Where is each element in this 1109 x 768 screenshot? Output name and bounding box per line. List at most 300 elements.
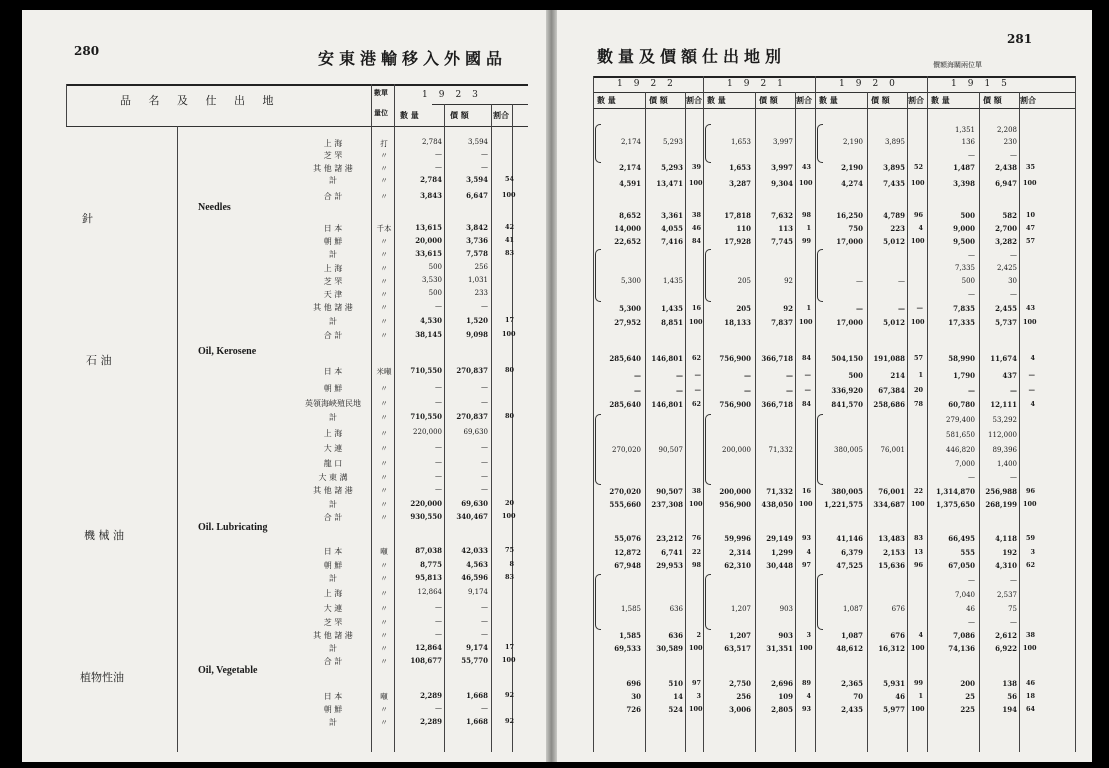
qty-cell: — — [744, 371, 751, 380]
value-cell: 8,851 — [661, 318, 683, 327]
pct-cell: 46 — [1025, 679, 1035, 687]
value-cell: — — [786, 371, 793, 380]
pct-cell: 93 — [801, 534, 811, 542]
qty-cell: 2,190 — [841, 163, 863, 172]
qty-cell: 500 — [848, 371, 863, 380]
qty-cell: — — [968, 386, 975, 395]
book-gutter — [546, 10, 557, 762]
category-kerosene-jp: 石 油 — [86, 354, 112, 367]
unit-cell: 打 — [380, 139, 388, 148]
source-cell: 天 津 — [323, 290, 343, 299]
qty-cell: — — [435, 383, 442, 391]
source-cell: 其 他 諸 港 — [313, 303, 353, 312]
category-vegetable-jp: 植物性油 — [80, 671, 124, 684]
qty-unit-header: 數單 — [374, 88, 388, 97]
value-cell: 7,745 — [771, 237, 793, 246]
pct-cell: 8 — [509, 560, 514, 568]
qty-cell: 726 — [626, 705, 641, 714]
qty-cell: 750 — [848, 224, 863, 233]
qty-cell: — — [435, 603, 442, 611]
qty-cell: — — [435, 472, 442, 480]
value-cell: 69,630 — [461, 499, 488, 508]
pct-cell: 4 — [1030, 354, 1035, 362]
qty-cell: 1,314,870 — [936, 487, 975, 496]
source-cell: 上 海 — [323, 429, 343, 438]
category-lubricating-jp: 機 械 油 — [84, 529, 124, 542]
unit-header: 量位 — [374, 108, 388, 117]
year-header-1921: 1921 — [727, 79, 794, 89]
value-cell: 5,931 — [883, 679, 905, 688]
value-cell: 2,425 — [996, 264, 1017, 272]
qty-cell: — — [435, 163, 442, 171]
qty-cell: 4,274 — [841, 179, 863, 188]
pct-cell: — — [804, 386, 811, 394]
pct-cell: 100 — [689, 179, 703, 187]
value-cell: 5,293 — [662, 138, 683, 146]
value-cell: — — [1010, 290, 1017, 298]
pct-cell: 38 — [691, 487, 701, 495]
qty-cell: 7,835 — [953, 304, 975, 313]
qty-cell: 270,020 — [609, 487, 641, 496]
value-cell: 30,589 — [656, 644, 683, 653]
value-cell: — — [481, 485, 488, 493]
value-cell: — — [481, 383, 488, 391]
qty-cell: — — [968, 473, 975, 481]
value-cell: 13,471 — [656, 179, 683, 188]
value-cell: 214 — [890, 371, 905, 380]
qty-cell: 504,150 — [831, 354, 863, 363]
grouping-brace — [817, 249, 823, 302]
grouping-brace — [595, 414, 601, 485]
pct-cell: 83 — [504, 249, 514, 257]
page-title-right: 數量及價額仕出地別 — [597, 47, 787, 66]
source-cell: 日 本 — [323, 692, 343, 701]
pct-cell: 57 — [1025, 237, 1035, 245]
value-cell: 1,520 — [466, 316, 488, 325]
value-cell: 113 — [778, 224, 793, 233]
value-cell: 2,805 — [771, 705, 793, 714]
pct-cell: 80 — [504, 366, 514, 374]
value-cell: 366,718 — [761, 354, 793, 363]
pct-cell: 100 — [799, 500, 813, 508]
qty-cell: — — [435, 704, 442, 712]
unit-cell: 〃 — [380, 718, 388, 727]
qty-cell: 2,190 — [842, 138, 863, 146]
grouping-brace — [595, 574, 601, 630]
unit-cell: 千本 — [376, 224, 392, 233]
source-cell: 朝 鮮 — [323, 237, 343, 246]
value-cell: 3,282 — [995, 237, 1017, 246]
value-cell: 1,668 — [466, 717, 488, 726]
value-cell: 71,332 — [768, 446, 793, 454]
table-top-rule-right — [593, 76, 1075, 78]
value-cell: 1,400 — [996, 460, 1017, 468]
qty-cell: 956,900 — [719, 500, 751, 509]
subheader-pct: 割合 — [686, 95, 702, 105]
qty-cell: 136 — [961, 138, 975, 146]
unit-cell: 〃 — [380, 644, 388, 653]
qty-cell: 279,400 — [946, 416, 975, 424]
pct-cell: 83 — [504, 573, 514, 581]
pct-cell: 75 — [504, 546, 514, 554]
pct-cell: 100 — [799, 644, 813, 652]
value-cell: 3,997 — [772, 138, 793, 146]
category-lubricating-en: Oil. Lubricating — [198, 522, 268, 533]
pct-cell: 43 — [801, 163, 811, 171]
pct-cell: 93 — [801, 705, 811, 713]
pct-cell: 16 — [801, 487, 811, 495]
source-cell: 朝 鮮 — [323, 561, 343, 570]
pct-cell: 100 — [1023, 500, 1037, 508]
source-cell: 合 計 — [323, 331, 343, 340]
qty-cell: 1,221,575 — [824, 500, 863, 509]
source-cell: 合 計 — [323, 513, 343, 522]
value-cell: 1,299 — [771, 548, 793, 557]
qty-cell: 2,174 — [620, 138, 641, 146]
value-cell: — — [481, 398, 488, 406]
qty-cell: 1,585 — [619, 631, 641, 640]
pct-cell: 57 — [913, 354, 923, 362]
value-cell: 4,310 — [995, 561, 1017, 570]
value-cell: 1,435 — [661, 304, 683, 313]
value-cell: 268,199 — [985, 500, 1017, 509]
value-cell: 2,455 — [995, 304, 1017, 313]
pct-cell: 13 — [913, 548, 923, 556]
qty-cell: 12,872 — [614, 548, 641, 557]
pct-cell: 89 — [801, 679, 811, 687]
pct-cell: 3 — [696, 692, 701, 700]
source-cell: 龍 口 — [323, 459, 343, 468]
qty-cell: 66,495 — [948, 534, 975, 543]
value-cell: 23,212 — [656, 534, 683, 543]
qty-cell: 70 — [853, 692, 863, 701]
unit-cell: 〃 — [380, 290, 388, 299]
qty-cell: 3,843 — [420, 191, 442, 200]
qty-cell: 1,375,650 — [936, 500, 975, 509]
value-cell: 582 — [1002, 211, 1017, 220]
value-cell: 89,396 — [992, 446, 1017, 454]
subheader-pct: 割合 — [908, 95, 924, 105]
source-cell: 合 計 — [323, 657, 343, 666]
value-cell: 46 — [895, 692, 905, 701]
unit-cell: 〃 — [380, 459, 388, 468]
value-cell: 15,636 — [878, 561, 905, 570]
pct-cell: 16 — [691, 304, 701, 312]
qty-cell: 63,517 — [724, 644, 751, 653]
value-cell: 67,384 — [878, 386, 905, 395]
value-cell: 109 — [778, 692, 793, 701]
qty-cell: 74,136 — [948, 644, 975, 653]
value-cell: — — [898, 277, 905, 285]
value-cell: 29,953 — [656, 561, 683, 570]
value-cell: 636 — [668, 631, 683, 640]
pct-cell: 41 — [504, 236, 514, 244]
qty-cell: — — [435, 443, 442, 451]
pct-cell: 1 — [918, 692, 923, 700]
pct-cell: 100 — [911, 705, 925, 713]
value-cell: 90,507 — [656, 487, 683, 496]
value-cell: 3,997 — [771, 163, 793, 172]
unit-cell: 〃 — [380, 473, 388, 482]
value-cell: 903 — [778, 631, 793, 640]
pct-cell: 100 — [799, 179, 813, 187]
qty-cell: 4,530 — [420, 316, 442, 325]
qty-cell: 87,038 — [415, 546, 442, 555]
value-cell: 7,416 — [661, 237, 683, 246]
source-cell: 其 他 諸 港 — [313, 164, 353, 173]
value-cell: 3,895 — [883, 163, 905, 172]
unit-cell: 〃 — [380, 151, 388, 160]
value-cell: 7,837 — [771, 318, 793, 327]
pct-cell: 100 — [689, 318, 703, 326]
qty-cell: 67,050 — [948, 561, 975, 570]
pct-cell: 100 — [689, 705, 703, 713]
qty-cell: 5,300 — [620, 277, 641, 285]
year-header-1920: 1920 — [839, 79, 906, 89]
value-cell: 233 — [474, 289, 488, 297]
unit-cell: 〃 — [380, 618, 388, 627]
unit-cell: 噸 — [380, 692, 388, 701]
year-header-1915: 1915 — [951, 79, 1018, 89]
grouping-brace — [817, 414, 823, 485]
qty-cell: 69,533 — [614, 644, 641, 653]
value-cell: — — [676, 371, 683, 380]
value-cell: 334,687 — [873, 500, 905, 509]
unit-cell: 〃 — [380, 513, 388, 522]
pct-cell: 38 — [1025, 631, 1035, 639]
pct-cell: 100 — [799, 318, 813, 326]
value-cell: 46,596 — [461, 573, 488, 582]
qty-cell: 14,000 — [614, 224, 641, 233]
value-cell: 138 — [1002, 679, 1017, 688]
qty-cell: 555 — [960, 548, 975, 557]
unit-cell: 〃 — [380, 657, 388, 666]
value-cell: 270,837 — [456, 412, 488, 421]
value-cell: 2,153 — [883, 548, 905, 557]
value-cell: — — [481, 150, 488, 158]
value-cell: 6,922 — [995, 644, 1017, 653]
qty-cell: 1,585 — [620, 605, 641, 613]
qty-cell: 205 — [736, 304, 751, 313]
qty-cell: — — [968, 251, 975, 259]
right-page — [557, 10, 1092, 762]
qty-cell: 500 — [428, 263, 442, 271]
pct-cell: 100 — [911, 237, 925, 245]
source-cell: 合 計 — [323, 192, 343, 201]
pct-cell: 62 — [1025, 561, 1035, 569]
qty-cell: 4,591 — [619, 179, 641, 188]
pct-cell: 62 — [691, 354, 701, 362]
page-number-right: 281 — [1007, 32, 1033, 46]
page-title-left: 安東港輸移入外國品 — [318, 49, 508, 68]
qty-cell: 2,784 — [420, 175, 442, 184]
unit-cell: 〃 — [380, 264, 388, 273]
value-cell: 3,736 — [466, 236, 488, 245]
value-cell: — — [1010, 618, 1017, 626]
qty-cell: 446,820 — [946, 446, 975, 454]
unit-cell: 〃 — [380, 237, 388, 246]
pct-cell: 84 — [691, 237, 701, 245]
pct-cell: 84 — [801, 400, 811, 408]
qty-cell: 2,365 — [841, 679, 863, 688]
pct-cell: 4 — [918, 631, 923, 639]
pct-cell: 3 — [806, 631, 811, 639]
value-cell: 1,435 — [662, 277, 683, 285]
value-cell: 92 — [784, 277, 793, 285]
pct-cell: 100 — [911, 318, 925, 326]
qty-cell: 285,640 — [609, 400, 641, 409]
qty-cell: — — [435, 458, 442, 466]
qty-cell: 9,000 — [953, 224, 975, 233]
value-cell: 76,001 — [878, 487, 905, 496]
pct-cell: — — [804, 371, 811, 379]
pct-cell: 18 — [1025, 692, 1035, 700]
value-cell: 7,435 — [883, 179, 905, 188]
qty-cell: — — [435, 485, 442, 493]
subheader-pct: 割合 — [1020, 95, 1036, 105]
pct-cell: 39 — [691, 163, 701, 171]
grouping-brace — [817, 124, 823, 163]
qty-cell: — — [856, 304, 863, 313]
value-cell: — — [1010, 576, 1017, 584]
pct-cell: 20 — [913, 386, 923, 394]
pct-cell: 96 — [1025, 487, 1035, 495]
qty-cell: 200,000 — [722, 446, 751, 454]
value-cell: 90,507 — [658, 446, 683, 454]
pct-cell: 84 — [801, 354, 811, 362]
pct-cell: 46 — [691, 224, 701, 232]
qty-cell: 30 — [631, 692, 641, 701]
value-cell: 256,988 — [985, 487, 1017, 496]
qty-cell: 225 — [960, 705, 975, 714]
value-cell: 42,033 — [461, 546, 488, 555]
item-column-header: 品 名 及 仕 出 地 — [120, 94, 281, 107]
value-cell: 7,578 — [466, 249, 488, 258]
source-cell: 其 他 諸 港 — [313, 631, 353, 640]
header-bottom-rule — [66, 126, 528, 127]
pct-cell: — — [1028, 371, 1035, 379]
value-cell: 903 — [779, 605, 793, 613]
value-cell: 524 — [668, 705, 683, 714]
source-cell: 芝 罘 — [323, 151, 343, 160]
source-cell: 芝 罘 — [323, 277, 343, 286]
qty-cell: 555,660 — [609, 500, 641, 509]
value-cell: — — [481, 458, 488, 466]
value-cell: — — [481, 163, 488, 171]
pct-cell: 4 — [806, 548, 811, 556]
pct-cell: 10 — [1025, 211, 1035, 219]
category-divider — [177, 126, 178, 752]
qty-cell: — — [968, 618, 975, 626]
qty-cell: 3,287 — [729, 179, 751, 188]
value-cell: 30 — [1008, 277, 1017, 285]
pct-cell: 59 — [1025, 534, 1035, 542]
value-cell: 75 — [1008, 605, 1017, 613]
pct-cell: 97 — [801, 561, 811, 569]
qty-cell: 59,996 — [724, 534, 751, 543]
qty-cell: 62,310 — [724, 561, 751, 570]
pct-cell: 78 — [913, 400, 923, 408]
qty-cell: 1,790 — [953, 371, 975, 380]
source-cell: 日 本 — [323, 367, 343, 376]
qty-cell: 2,784 — [421, 138, 442, 146]
pct-cell: 17 — [504, 316, 514, 324]
value-cell: 6,947 — [995, 179, 1017, 188]
pct-cell: 43 — [1025, 304, 1035, 312]
source-cell: 日 本 — [323, 547, 343, 556]
value-cell: 223 — [890, 224, 905, 233]
value-cell: 237,308 — [651, 500, 683, 509]
pct-cell: 96 — [913, 561, 923, 569]
qty-cell: — — [435, 150, 442, 158]
value-cell: 30,448 — [766, 561, 793, 570]
qty-cell: 48,612 — [836, 644, 863, 653]
qty-cell: 13,615 — [415, 223, 442, 232]
qty-cell: 33,615 — [415, 249, 442, 258]
qty-cell: 17,000 — [836, 237, 863, 246]
qty-cell: 9,500 — [953, 237, 975, 246]
source-cell: 其 他 諸 港 — [313, 486, 353, 495]
value-cell: — — [786, 386, 793, 395]
qty-cell: 2,289 — [420, 717, 442, 726]
qty-cell: — — [634, 371, 641, 380]
qty-cell: — — [435, 398, 442, 406]
value-cell: 12,111 — [990, 400, 1017, 409]
source-cell: 芝 罘 — [323, 618, 343, 627]
qty-cell: 60,780 — [948, 400, 975, 409]
pct-cell: 100 — [689, 500, 703, 508]
value-cell: 53,292 — [992, 416, 1017, 424]
unit-cell: 〃 — [380, 277, 388, 286]
pct-cell: 100 — [502, 330, 516, 338]
source-cell: 大 東 溝 — [318, 473, 348, 482]
qty-cell: — — [435, 617, 442, 625]
qty-cell: 756,900 — [719, 354, 751, 363]
grouping-brace — [595, 124, 601, 163]
qty-cell: 1,351 — [954, 126, 975, 134]
unit-note: 價額海關兩位單 — [933, 61, 982, 69]
qty-cell: — — [968, 290, 975, 298]
pct-cell: 100 — [502, 656, 516, 664]
qty-cell: 380,005 — [834, 446, 863, 454]
value-cell: 1,031 — [467, 276, 488, 284]
value-cell: 4,055 — [661, 224, 683, 233]
pct-cell: 100 — [502, 512, 516, 520]
unit-cell: 〃 — [380, 331, 388, 340]
value-cell: 4,789 — [883, 211, 905, 220]
value-cell: 11,674 — [990, 354, 1017, 363]
qty-cell: 25 — [965, 692, 975, 701]
pct-cell: 35 — [1025, 163, 1035, 171]
pct-cell: 97 — [691, 679, 701, 687]
pct-cell: 4 — [1030, 400, 1035, 408]
qty-cell: 6,379 — [841, 548, 863, 557]
value-cell: 16,312 — [878, 644, 905, 653]
subheader-qty: 數 量 — [597, 95, 616, 105]
grouping-brace — [705, 124, 711, 163]
unit-cell: 〃 — [380, 164, 388, 173]
qty-cell: 1,087 — [841, 631, 863, 640]
value-cell: 1,668 — [466, 691, 488, 700]
qty-cell: 270,020 — [612, 446, 641, 454]
unit-cell: 〃 — [380, 486, 388, 495]
qty-cell: 108,677 — [410, 656, 442, 665]
value-cell: 69,630 — [463, 428, 488, 436]
source-cell: 計 — [329, 574, 337, 583]
category-vegetable-en: Oil, Vegetable — [198, 665, 258, 676]
subheader-value: 價 額 — [983, 95, 1002, 105]
qty-cell: 27,952 — [614, 318, 641, 327]
